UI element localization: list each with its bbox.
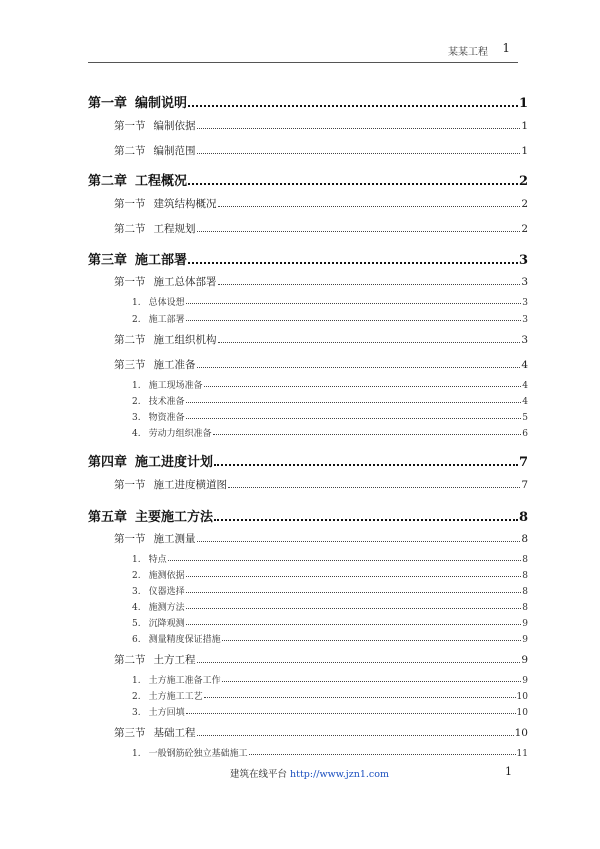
- toc-entry-number: 第一节: [114, 120, 146, 132]
- toc-page-number: 1: [518, 96, 528, 111]
- footer-link[interactable]: http://www.jzn1.com: [290, 769, 389, 780]
- toc-entry-title: 施工测量: [153, 533, 196, 545]
- toc-item-entry[interactable]: [88, 584, 528, 597]
- toc-entry-label: [114, 221, 196, 236]
- toc-entry-label: [132, 689, 203, 702]
- toc-entry-label: [132, 378, 203, 391]
- toc-entry-title: 编制依据: [153, 120, 196, 132]
- toc-item-entry[interactable]: [88, 689, 528, 702]
- toc-entry-number: 第三章: [88, 253, 128, 268]
- toc-entry-number: 第三节: [114, 359, 146, 371]
- toc-entry-title: 编制说明: [135, 96, 188, 111]
- toc-leader-dots: [218, 206, 521, 207]
- toc-entry-label: [132, 568, 185, 581]
- toc-entry-label: [132, 600, 185, 613]
- toc-section-entry[interactable]: [88, 357, 528, 372]
- toc-entry-label: [88, 506, 213, 525]
- toc-entry-number: 2.: [132, 397, 141, 407]
- toc-chapter-entry[interactable]: [88, 170, 528, 189]
- toc-leader-dots: [197, 153, 521, 154]
- toc-entry-number: 第二节: [114, 654, 146, 666]
- toc-entry-label: [132, 312, 185, 325]
- toc-entry-label: [132, 295, 185, 308]
- toc-entry-number: 第一节: [114, 198, 146, 210]
- toc-entry-title: 沉降观测: [148, 619, 185, 629]
- toc-entry-number: 5.: [132, 619, 141, 629]
- toc-entry-label: [88, 451, 213, 470]
- toc-section-entry[interactable]: [88, 143, 528, 158]
- toc-entry-title: 工程概况: [135, 174, 188, 189]
- toc-entry-label: [114, 143, 196, 158]
- toc-entry-number: 4.: [132, 429, 141, 439]
- toc-page-number: 2: [521, 198, 528, 210]
- toc-page-number: 3: [521, 276, 528, 288]
- toc-page-number: 9: [522, 635, 528, 645]
- toc-item-entry[interactable]: [88, 673, 528, 686]
- toc-entry-label: [132, 426, 212, 439]
- toc-entry-title: 施测方法: [148, 603, 185, 613]
- toc-entry-number: 第一章: [88, 96, 128, 111]
- toc-entry-number: 1.: [132, 381, 141, 391]
- toc-page-number: 3: [521, 334, 528, 346]
- toc-entry-label: [114, 725, 196, 740]
- toc-entry-number: 2.: [132, 315, 141, 325]
- toc-leader-dots: [197, 231, 521, 232]
- toc-leader-dots: [188, 183, 518, 185]
- toc-section-entry[interactable]: [88, 274, 528, 289]
- toc-entry-number: 第一节: [114, 479, 146, 491]
- toc-item-entry[interactable]: [88, 552, 528, 565]
- toc-chapter-entry[interactable]: [88, 92, 528, 111]
- toc-leader-dots: [222, 681, 522, 682]
- toc-page-number: 6: [522, 429, 528, 439]
- toc-page-number: 8: [522, 571, 528, 581]
- toc-page-number: 4: [521, 359, 528, 371]
- toc-chapter-entry[interactable]: [88, 506, 528, 525]
- toc-page-number: 7: [521, 479, 528, 491]
- toc-leader-dots: [214, 464, 518, 466]
- toc-entry-title: 技术准备: [148, 397, 185, 407]
- toc-entry-title: 物资准备: [148, 413, 185, 423]
- toc-entry-title: 施工总体部署: [153, 276, 217, 288]
- toc-leader-dots: [218, 342, 521, 343]
- toc-item-entry[interactable]: [88, 705, 528, 718]
- toc-item-entry[interactable]: [88, 746, 528, 759]
- toc-page-number: 1: [521, 145, 528, 157]
- toc-entry-number: 1.: [132, 676, 141, 686]
- toc-entry-number: 第三节: [114, 727, 146, 739]
- toc-entry-title: 劳动力组织准备: [148, 429, 212, 439]
- toc-entry-title: 施工进度计划: [135, 455, 214, 470]
- toc-item-entry[interactable]: [88, 394, 528, 407]
- toc-entry-number: 第二节: [114, 145, 146, 157]
- toc-page-number: 9: [521, 654, 528, 666]
- toc-entry-label: [88, 249, 187, 268]
- toc-entry-label: [132, 673, 221, 686]
- toc-entry-label: [114, 652, 196, 667]
- toc-entry-label: [132, 746, 248, 759]
- toc-leader-dots: [188, 262, 518, 264]
- toc-entry-number: 第一节: [114, 533, 146, 545]
- toc-entry-title: 土方工程: [153, 654, 196, 666]
- toc-section-entry[interactable]: [88, 531, 528, 546]
- toc-entry-number: 6.: [132, 635, 141, 645]
- toc-page-number: 10: [514, 727, 528, 739]
- toc-entry-number: 第四章: [88, 455, 128, 470]
- toc-leader-dots: [204, 386, 522, 387]
- toc-section-entry[interactable]: [88, 725, 528, 740]
- toc-leader-dots: [186, 303, 522, 304]
- toc-page-number: 2: [518, 174, 528, 189]
- toc-leader-dots: [188, 105, 518, 107]
- toc-entry-number: 1.: [132, 555, 141, 565]
- toc-page-number: 3: [522, 315, 528, 325]
- toc-entry-label: [88, 92, 187, 111]
- footer-text: 建筑在线平台: [230, 769, 288, 780]
- toc-leader-dots: [228, 487, 520, 488]
- toc-leader-dots: [186, 576, 522, 577]
- toc-entry-title: 土方施工工艺: [148, 692, 203, 702]
- toc-chapter-entry[interactable]: [88, 451, 528, 470]
- toc-entry-label: [114, 118, 196, 133]
- toc-entry-number: 3.: [132, 587, 141, 597]
- toc-item-entry[interactable]: [88, 295, 528, 308]
- toc-chapter-entry[interactable]: [88, 249, 528, 268]
- toc-page-number: 9: [522, 676, 528, 686]
- toc-entry-label: [132, 552, 167, 565]
- toc-entry-label: [114, 274, 217, 289]
- toc-entry-number: 4.: [132, 603, 141, 613]
- toc-entry-number: 第二节: [114, 223, 146, 235]
- toc-leader-dots: [186, 402, 522, 403]
- toc-item-entry[interactable]: [88, 410, 528, 423]
- toc-leader-dots: [186, 624, 522, 625]
- toc-entry-number: 3.: [132, 413, 141, 423]
- toc-entry-title: 一般钢筋砼独立基础施工: [148, 749, 248, 759]
- toc-entry-title: 编制范围: [153, 145, 196, 157]
- toc-entry-title: 施工进度横道图: [153, 479, 227, 491]
- toc-leader-dots: [186, 608, 522, 609]
- toc-entry-number: 1.: [132, 749, 141, 759]
- toc-page-number: 10: [516, 708, 528, 718]
- header-title: 某某工程: [448, 47, 488, 58]
- toc-entry-number: 2.: [132, 692, 141, 702]
- toc-section-entry[interactable]: [88, 118, 528, 133]
- toc-leader-dots: [197, 541, 521, 542]
- toc-entry-number: 3.: [132, 708, 141, 718]
- toc-entry-label: [132, 616, 185, 629]
- toc-item-entry[interactable]: [88, 616, 528, 629]
- toc-page-number: 10: [516, 692, 528, 702]
- toc-entry-label: [132, 584, 185, 597]
- toc-section-entry[interactable]: [88, 332, 528, 347]
- toc-entry-title: 施工组织机构: [153, 334, 217, 346]
- toc-page-number: 8: [522, 603, 528, 613]
- toc-page-number: 11: [516, 749, 528, 759]
- toc-page-number: 8: [518, 510, 528, 525]
- toc-leader-dots: [222, 640, 522, 641]
- toc-page-number: 4: [522, 381, 528, 391]
- toc-entry-label: [132, 705, 185, 718]
- toc-item-entry[interactable]: [88, 600, 528, 613]
- toc-entry-title: 基础工程: [153, 727, 196, 739]
- toc-entry-title: 特点: [148, 555, 167, 565]
- toc-entry-title: 工程规划: [153, 223, 196, 235]
- toc-leader-dots: [186, 713, 516, 714]
- page-header: [88, 40, 518, 63]
- toc-section-entry[interactable]: [88, 477, 528, 492]
- toc-entry-label: [114, 531, 196, 546]
- toc-page-number: 3: [522, 298, 528, 308]
- footer-page-number: 1: [505, 765, 512, 778]
- toc-item-entry[interactable]: [88, 632, 528, 645]
- toc-entry-label: [132, 394, 185, 407]
- toc-entry-number: 第五章: [88, 510, 128, 525]
- toc-leader-dots: [168, 560, 522, 561]
- toc-entry-title: 土方施工准备工作: [148, 676, 221, 686]
- toc-leader-dots: [214, 519, 518, 521]
- toc-entry-number: 1.: [132, 298, 141, 308]
- toc-leader-dots: [249, 754, 516, 755]
- toc-entry-number: 第二章: [88, 174, 128, 189]
- toc-entry-title: 施测依据: [148, 571, 185, 581]
- toc-entry-title: 总体设想: [148, 298, 185, 308]
- toc-page-number: 4: [522, 397, 528, 407]
- toc-entry-number: 第二节: [114, 334, 146, 346]
- toc-page-number: 8: [522, 587, 528, 597]
- toc-entry-label: [114, 196, 217, 211]
- toc-leader-dots: [197, 735, 514, 736]
- toc-entry-title: 施工现场准备: [148, 381, 203, 391]
- toc-page-number: 8: [522, 555, 528, 565]
- toc-entry-label: [114, 357, 196, 372]
- toc-section-entry[interactable]: [88, 196, 528, 211]
- toc-item-entry[interactable]: [88, 568, 528, 581]
- toc-page-number: 1: [521, 120, 528, 132]
- toc-leader-dots: [204, 697, 516, 698]
- toc-leader-dots: [186, 320, 522, 321]
- toc-entry-title: 测量精度保证措施: [148, 635, 221, 645]
- toc-leader-dots: [186, 592, 522, 593]
- toc-section-entry[interactable]: [88, 221, 528, 236]
- header-page-number: 1: [502, 41, 510, 55]
- toc-section-entry[interactable]: [88, 652, 528, 667]
- toc-page-number: 8: [521, 533, 528, 545]
- toc-entry-title: 土方回填: [148, 708, 185, 718]
- page-footer: [230, 766, 389, 780]
- toc-entry-title: 施工部署: [148, 315, 185, 325]
- toc-entry-number: 2.: [132, 571, 141, 581]
- toc-entry-title: 施工准备: [153, 359, 196, 371]
- toc-leader-dots: [186, 418, 522, 419]
- toc-leader-dots: [197, 128, 521, 129]
- toc-page-number: 9: [522, 619, 528, 629]
- toc-page-number: 2: [521, 223, 528, 235]
- toc-leader-dots: [218, 284, 521, 285]
- toc-entry-title: 主要施工方法: [135, 510, 214, 525]
- toc-entry-label: [132, 632, 221, 645]
- toc-entry-label: [88, 170, 187, 189]
- toc-entry-number: 第一节: [114, 276, 146, 288]
- toc-entry-title: 仪器选择: [148, 587, 185, 597]
- toc-page-number: 5: [522, 413, 528, 423]
- toc-page-number: 7: [518, 455, 528, 470]
- toc-entry-title: 建筑结构概况: [153, 198, 217, 210]
- toc-leader-dots: [197, 662, 521, 663]
- toc-item-entry[interactable]: [88, 426, 528, 439]
- toc-leader-dots: [197, 367, 521, 368]
- toc-item-entry[interactable]: [88, 312, 528, 325]
- toc-item-entry[interactable]: [88, 378, 528, 391]
- toc-page-number: 3: [518, 253, 528, 268]
- toc-entry-label: [114, 332, 217, 347]
- toc-entry-label: [114, 477, 227, 492]
- toc-entry-title: 施工部署: [135, 253, 188, 268]
- toc-leader-dots: [213, 434, 522, 435]
- toc-entry-label: [132, 410, 185, 423]
